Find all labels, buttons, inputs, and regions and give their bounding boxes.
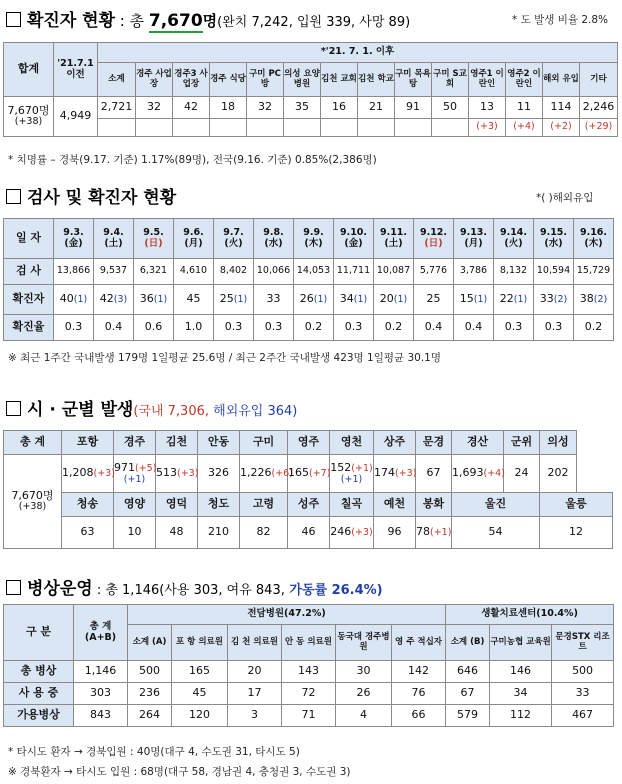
bed-sub-header: 동국대 경주병원: [336, 625, 392, 661]
bed-value: 112: [490, 705, 552, 727]
region-name: 경주: [114, 431, 156, 455]
region-count: 12: [540, 517, 613, 549]
case-value: 114: [543, 97, 580, 119]
region-count: 152(+1) (+1): [330, 455, 374, 493]
date-cell: 9.15. (水): [534, 219, 574, 259]
test-count: 4,610: [174, 259, 214, 285]
region-count: 971(+5) (+1): [114, 455, 156, 493]
bed-gubun: 구 분: [4, 605, 74, 661]
region-count: 63: [62, 517, 114, 549]
case-change: [98, 119, 136, 137]
case-change: [395, 119, 432, 137]
case-count: 36(1): [134, 285, 174, 315]
bed-sub-header: 포 항 의료원: [172, 625, 228, 661]
region-count: 246(+3): [330, 517, 374, 549]
section2-title: 검사 및 확진자 현황: [6, 183, 176, 208]
positivity-rate: 0.3: [494, 315, 534, 341]
header-total: 합계: [4, 43, 54, 97]
bed-value: 303: [74, 683, 128, 705]
region-name: 영주: [288, 431, 330, 455]
bed-value: 500: [128, 661, 172, 683]
case-change: [247, 119, 284, 137]
case-col-header: 김천 교회: [321, 63, 358, 97]
bed-value: 264: [128, 705, 172, 727]
date-cell: 9.4. (土): [94, 219, 134, 259]
test-count: 14,053: [294, 259, 334, 285]
region-total-label: 총 계: [4, 431, 62, 455]
section1-title: 확진자 현황 : 총 7,670명(완치 7,242, 입원 339, 사망 89): [6, 6, 410, 31]
region-name: 울릉: [540, 493, 613, 517]
case-value: 2,246: [580, 97, 618, 119]
hospital-header: 전담병원(47.2%): [128, 605, 446, 625]
region-name: 청송: [62, 493, 114, 517]
case-value: 91: [395, 97, 432, 119]
region-count: 54: [452, 517, 540, 549]
case-value: 50: [432, 97, 469, 119]
bed-row-label: 가용병상: [4, 705, 74, 727]
date-cell: 9.10. (金): [334, 219, 374, 259]
bed-value: 579: [446, 705, 490, 727]
region-count: 326: [198, 455, 240, 493]
region-count: 1,226(+6): [240, 455, 288, 493]
bed-value: 142: [392, 661, 446, 683]
case-value: 42: [173, 97, 210, 119]
case-value: 11: [506, 97, 543, 119]
bed-value: 34: [490, 683, 552, 705]
region-count: 513(+3): [156, 455, 198, 493]
bed-value: 66: [392, 705, 446, 727]
date-cell: 9.9. (木): [294, 219, 334, 259]
test-count: 10,087: [374, 259, 414, 285]
cases-summary-table: [3, 42, 618, 137]
overseas-note: *( )해외유입: [536, 192, 594, 204]
test-count: 5,776: [414, 259, 454, 285]
bed-row-label: 사 용 중: [4, 683, 74, 705]
case-count: 25(1): [214, 285, 254, 315]
fatality-note: * 치명률 – 경북(9.17. 기준) 1.17%(89명), 전국(9.16. 기준) 0.85%(2,386명): [8, 154, 377, 166]
case-col-header: 기타: [580, 63, 618, 97]
label-tests: 검 사: [4, 259, 54, 285]
bed-value: 72: [282, 683, 336, 705]
weekly-note: ※ 최근 1주간 국내발생 179명 1일평균 25.6명 / 최근 2주간 국내발생 423명 1일평균 30.1명: [8, 352, 442, 364]
header-since: *'21. 7. 1. 이후: [98, 43, 618, 63]
case-col-header: 김천 학교: [358, 63, 395, 97]
region-name: 김천: [156, 431, 198, 455]
case-count: 25: [414, 285, 454, 315]
total-cases: 7,670: [148, 11, 203, 31]
test-count: 8,132: [494, 259, 534, 285]
case-change: [432, 119, 469, 137]
case-col-header: 경주3 사업장: [173, 63, 210, 97]
test-count: 13,866: [54, 259, 94, 285]
case-value: 2,721: [98, 97, 136, 119]
region-name: 의성: [540, 431, 577, 455]
bed-value: 165: [172, 661, 228, 683]
region-name: 구미: [240, 431, 288, 455]
region-name: 안동: [198, 431, 240, 455]
case-value: 16: [321, 97, 358, 119]
case-col-header: 의성 요양병원: [284, 63, 321, 97]
positivity-rate: 0.2: [374, 315, 414, 341]
case-count: 20(1): [374, 285, 414, 315]
case-change: (+2): [543, 119, 580, 137]
label-rate: 확진율: [4, 315, 54, 341]
region-count: 24: [504, 455, 540, 493]
transfer-out-note: ※ 경북환자 → 타시도 입원 : 68명(대구 58, 경남권 4, 충청권 3, 수도권 3): [8, 766, 351, 778]
label-date: 일 자: [4, 219, 54, 259]
test-count: 9,537: [94, 259, 134, 285]
section3-title: 시 · 군별 발생(국내 7,306, 해외유입 364): [6, 395, 297, 420]
region-name: 청도: [198, 493, 240, 517]
case-change: (+3): [469, 119, 506, 137]
region-ratio-note: * 도 발생 비율 2.8%: [512, 14, 608, 26]
date-cell: 9.5. (日): [134, 219, 174, 259]
case-change: [136, 119, 173, 137]
region-name: 영덕: [156, 493, 198, 517]
region-count: 78(+1): [416, 517, 452, 549]
region-count: 1,208(+3): [62, 455, 114, 493]
case-count: 38(2): [574, 285, 614, 315]
bed-value: 17: [228, 683, 282, 705]
total-cell: 7,670명 (+38): [4, 97, 54, 137]
case-col-header: 영주2 이란인: [506, 63, 543, 97]
case-count: 40(1): [54, 285, 94, 315]
region-name: 칠곡: [330, 493, 374, 517]
region-name: 문경: [416, 431, 452, 455]
case-count: 34(1): [334, 285, 374, 315]
case-count: 33(2): [534, 285, 574, 315]
region-name: 성주: [288, 493, 330, 517]
bed-value: 33: [552, 683, 614, 705]
bed-value: 1,146: [74, 661, 128, 683]
region-name: 예천: [374, 493, 416, 517]
date-cell: 9.6. (月): [174, 219, 214, 259]
region-name: 포항: [62, 431, 114, 455]
transfer-in-note: * 타시도 환자 → 경북입원 : 40명(대구 4, 수도권 31, 타시도 5): [8, 746, 300, 758]
case-change: [358, 119, 395, 137]
test-count: 11,711: [334, 259, 374, 285]
case-value: 13: [469, 97, 506, 119]
bed-sub-header: 소계 (A): [128, 625, 172, 661]
bed-total-header: 총 계 (A+B): [74, 605, 128, 661]
bed-value: 71: [282, 705, 336, 727]
case-change: (+4): [506, 119, 543, 137]
region-name: 고령: [240, 493, 288, 517]
case-col-header: 구미 목욕탕: [395, 63, 432, 97]
date-cell: 9.8. (水): [254, 219, 294, 259]
case-count: 33: [254, 285, 294, 315]
bed-value: 3: [228, 705, 282, 727]
checkbox-square-icon: [6, 12, 21, 27]
region-name: 영양: [114, 493, 156, 517]
case-value: 18: [210, 97, 247, 119]
case-change: [173, 119, 210, 137]
case-change: [284, 119, 321, 137]
case-count: 26(1): [294, 285, 334, 315]
test-count: 3,786: [454, 259, 494, 285]
bed-sub-header: 안 동 의료원: [282, 625, 336, 661]
date-cell: 9.12. (日): [414, 219, 454, 259]
region-count: 202: [540, 455, 577, 493]
case-count: 45: [174, 285, 214, 315]
bed-table: [3, 604, 614, 727]
section4-title: 병상운영 : 총 1,146(사용 303, 여유 843, 가동률 26.4%): [6, 574, 383, 599]
case-count: 42(3): [94, 285, 134, 315]
test-count: 10,594: [534, 259, 574, 285]
positivity-rate: 0.3: [54, 315, 94, 341]
region-count: 174(+3): [374, 455, 416, 493]
center-header: 생활치료센터(10.4%): [446, 605, 614, 625]
region-count: 1,693(+4): [452, 455, 504, 493]
bed-value: 467: [552, 705, 614, 727]
date-cell: 9.11. (土): [374, 219, 414, 259]
bed-sub-header: 구미농협 교육원: [490, 625, 552, 661]
region-count: 82: [240, 517, 288, 549]
checkbox-square-icon: [6, 401, 21, 416]
bed-value: 20: [228, 661, 282, 683]
case-change: [321, 119, 358, 137]
case-col-header: 해외 유입: [543, 63, 580, 97]
region-count: 48: [156, 517, 198, 549]
region-name: 군위: [504, 431, 540, 455]
region-name: 울진: [452, 493, 540, 517]
bed-value: 843: [74, 705, 128, 727]
region-count: 10: [114, 517, 156, 549]
region-name: 봉화: [416, 493, 452, 517]
date-cell: 9.16. (木): [574, 219, 614, 259]
region-count: 46: [288, 517, 330, 549]
positivity-rate: 0.3: [214, 315, 254, 341]
bed-value: 500: [552, 661, 614, 683]
bed-sub-header: 영 주 적십자: [392, 625, 446, 661]
test-count: 10,066: [254, 259, 294, 285]
case-value: 32: [247, 97, 284, 119]
positivity-rate: 0.4: [414, 315, 454, 341]
header-before: '21.7.1 이전: [54, 43, 98, 97]
positivity-rate: 0.2: [574, 315, 614, 341]
region-table: [3, 430, 613, 549]
bed-value: 143: [282, 661, 336, 683]
bed-row-label: 총 병상: [4, 661, 74, 683]
region-name: 경산: [452, 431, 504, 455]
case-col-header: 소계: [98, 63, 136, 97]
bed-value: 146: [490, 661, 552, 683]
case-value: 21: [358, 97, 395, 119]
bed-sub-header: 문경STX 리조트: [552, 625, 614, 661]
bed-value: 67: [446, 683, 490, 705]
case-col-header: 경주 사업장: [136, 63, 173, 97]
case-col-header: 영주1 이란인: [469, 63, 506, 97]
bed-value: 646: [446, 661, 490, 683]
case-col-header: 구미 S교회: [432, 63, 469, 97]
bed-value: 30: [336, 661, 392, 683]
date-cell: 9.14. (火): [494, 219, 534, 259]
date-cell: 9.3. (金): [54, 219, 94, 259]
checkbox-square-icon: [6, 189, 21, 204]
bed-value: 76: [392, 683, 446, 705]
before-cell: 4,949: [54, 97, 98, 137]
test-table: [3, 218, 614, 341]
label-cases: 확진자: [4, 285, 54, 315]
positivity-rate: 0.3: [254, 315, 294, 341]
checkbox-square-icon: [6, 580, 21, 595]
region-name: 영천: [330, 431, 374, 455]
case-change: [210, 119, 247, 137]
positivity-rate: 0.4: [94, 315, 134, 341]
positivity-rate: 1.0: [174, 315, 214, 341]
positivity-rate: 0.2: [294, 315, 334, 341]
bed-value: 45: [172, 683, 228, 705]
region-count: 165(+7): [288, 455, 330, 493]
positivity-rate: 0.4: [454, 315, 494, 341]
case-col-header: 구미 PC방: [247, 63, 284, 97]
date-cell: 9.13. (月): [454, 219, 494, 259]
region-count: 96: [374, 517, 416, 549]
bed-value: 26: [336, 683, 392, 705]
region-count: 67: [416, 455, 452, 493]
region-total-cell: 7,670명 (+38): [4, 455, 62, 549]
case-count: 15(1): [454, 285, 494, 315]
positivity-rate: 0.3: [534, 315, 574, 341]
bed-value: 120: [172, 705, 228, 727]
date-cell: 9.7. (火): [214, 219, 254, 259]
case-col-header: 경주 식당: [210, 63, 247, 97]
bed-sub-header: 김 천 의료원: [228, 625, 282, 661]
positivity-rate: 0.3: [334, 315, 374, 341]
bed-sub-header: 소계 (B): [446, 625, 490, 661]
case-value: 35: [284, 97, 321, 119]
region-count: 210: [198, 517, 240, 549]
bed-value: 236: [128, 683, 172, 705]
region-name: 상주: [374, 431, 416, 455]
test-count: 15,729: [574, 259, 614, 285]
positivity-rate: 0.6: [134, 315, 174, 341]
case-change: (+29): [580, 119, 618, 137]
test-count: 6,321: [134, 259, 174, 285]
case-count: 22(1): [494, 285, 534, 315]
test-count: 8,402: [214, 259, 254, 285]
case-value: 32: [136, 97, 173, 119]
bed-value: 4: [336, 705, 392, 727]
